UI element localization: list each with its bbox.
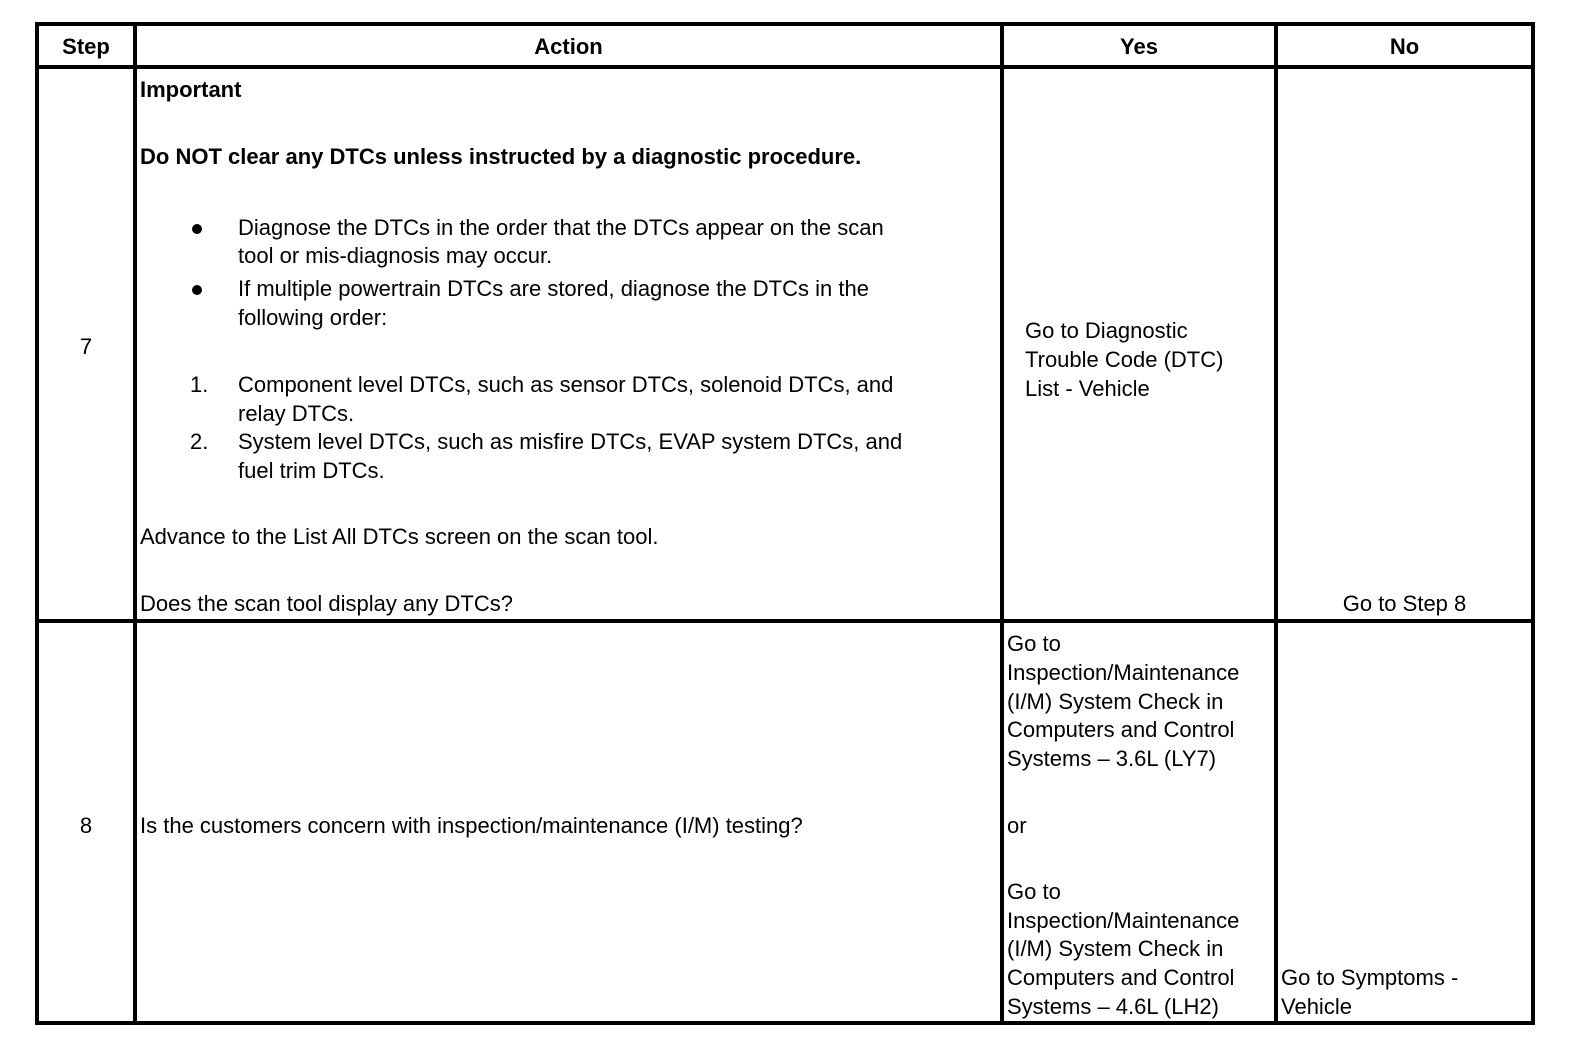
yes-option-line: Systems – 4.6L (LH2): [1007, 994, 1219, 1019]
bullet-item-line: tool or mis-diagnosis may occur.: [238, 243, 553, 268]
yes-option-line: (I/M) System Check in: [1007, 689, 1224, 714]
step-number: 7: [79, 334, 93, 359]
yes-result-line: Go to Diagnostic: [1025, 318, 1188, 343]
header-step: Step: [62, 34, 110, 59]
yes-option-line: Inspection/Maintenance: [1007, 908, 1240, 933]
header-action: Action: [534, 34, 603, 59]
bullet-item-line: following order:: [238, 305, 388, 330]
warning-text: Do NOT clear any DTCs unless instructed by a diagnostic procedure.: [140, 144, 862, 169]
or-separator: or: [1007, 813, 1027, 838]
numbered-item-line: relay DTCs.: [238, 401, 355, 426]
numbered-item-line: System level DTCs, such as misfire DTCs, EVAP system DTCs, and: [238, 429, 903, 454]
yes-option-line: Computers and Control: [1007, 965, 1235, 990]
yes-option-line: (I/M) System Check in: [1007, 936, 1224, 961]
numbered-item-line: fuel trim DTCs.: [238, 458, 385, 483]
numbered-item-line: Component level DTCs, such as sensor DTCs, solenoid DTCs, and: [238, 372, 894, 397]
yes-option-line: Go to: [1007, 631, 1061, 656]
row-divider: [39, 619, 1531, 623]
header-no: No: [1389, 34, 1420, 59]
instruction-text: Advance to the List All DTCs screen on the scan tool.: [140, 524, 659, 549]
yes-option-line: Computers and Control: [1007, 717, 1235, 742]
column-divider: [133, 26, 137, 1021]
bullet-icon: [192, 224, 202, 234]
header-yes: Yes: [1120, 34, 1158, 59]
yes-option-line: Inspection/Maintenance: [1007, 660, 1240, 685]
step-number: 8: [79, 813, 93, 838]
bullet-item-line: If multiple powertrain DTCs are stored, diagnose the DTCs in the: [238, 276, 869, 301]
diagnostic-table: [35, 22, 1535, 1025]
column-divider: [1274, 26, 1278, 1021]
important-label: Important: [140, 77, 242, 102]
no-result-line: Go to Symptoms -: [1281, 965, 1459, 990]
yes-option-line: Go to: [1007, 879, 1061, 904]
question-text: Is the customers concern with inspection/maintenance (I/M) testing?: [140, 813, 803, 838]
yes-option-line: Systems – 3.6L (LY7): [1007, 746, 1217, 771]
question-text: Does the scan tool display any DTCs?: [140, 591, 513, 616]
list-number: 2.: [190, 429, 209, 454]
yes-result-line: List - Vehicle: [1025, 376, 1150, 401]
no-result-line: Vehicle: [1281, 994, 1352, 1019]
bullet-icon: [192, 285, 202, 295]
no-result: Go to Step 8: [1342, 591, 1467, 616]
bullet-item-line: Diagnose the DTCs in the order that the DTCs appear on the scan: [238, 215, 884, 240]
list-number: 1.: [190, 372, 209, 397]
column-divider: [1000, 26, 1004, 1021]
yes-result-line: Trouble Code (DTC): [1025, 347, 1224, 372]
